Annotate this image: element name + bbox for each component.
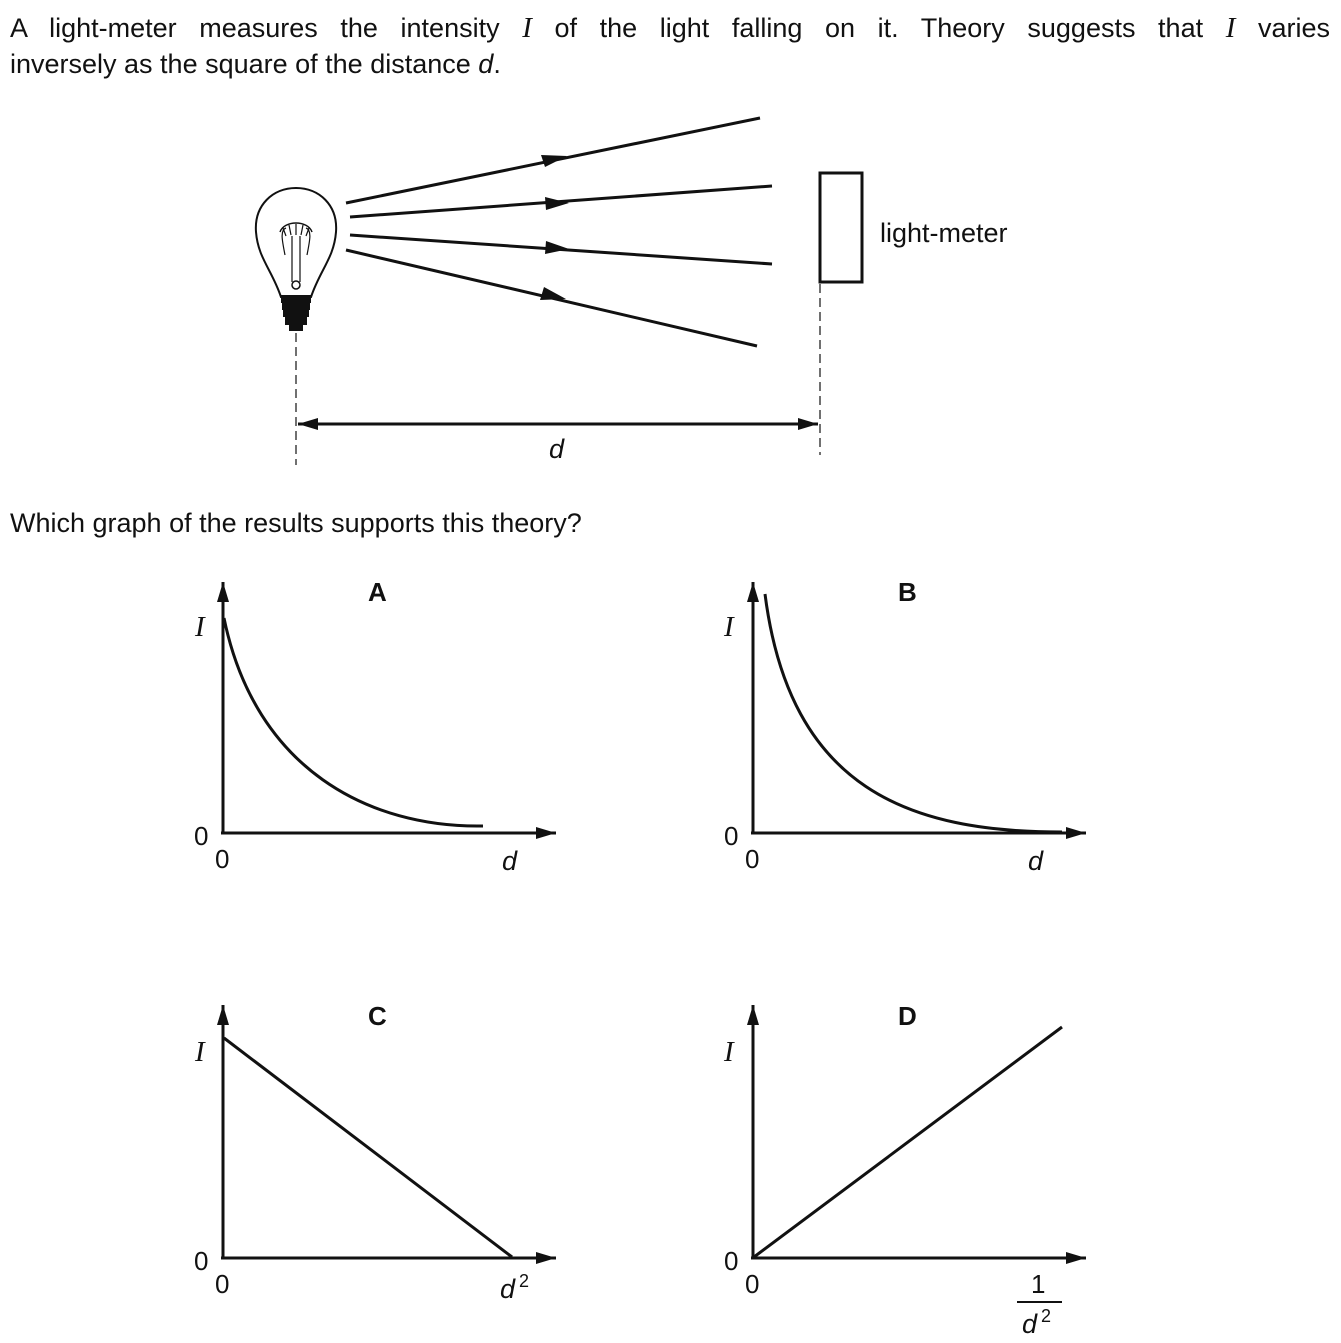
ray-arrow-4 [540, 287, 566, 300]
symbol-intensity: I [1225, 12, 1236, 44]
intro-part-5: . [493, 49, 501, 79]
graph-b-x-label: d [1028, 846, 1044, 876]
graph-b [723, 577, 1086, 876]
graph-d-origin-x: 0 [745, 1269, 760, 1299]
graph-b-curve [765, 594, 1062, 832]
graph-c-x-label [500, 1271, 529, 1304]
intro-part-4: inversely as the square of the distance [10, 49, 479, 79]
intro-part-3: varies [1235, 13, 1330, 43]
graph-d-x-label-numerator: 1 [1031, 1269, 1046, 1299]
symbol-intensity: I [522, 12, 532, 44]
ray-arrow-3 [545, 241, 569, 254]
intro-part-2: of the light falling on it. Theory suggests that [531, 13, 1226, 43]
graph-c-origin-x: 0 [215, 1269, 230, 1299]
graph-c [194, 1001, 556, 1304]
graph-a-y-label: I [195, 611, 205, 643]
graph-a-origin-x: 0 [215, 844, 230, 874]
graph-d-y-label: I [724, 1036, 734, 1068]
intro-part-1: A light-meter measures the intensity [10, 13, 523, 43]
light-bulb-icon [256, 188, 336, 330]
graph-c-origin-y: 0 [194, 1246, 209, 1276]
ray-direction-arrows [540, 155, 569, 300]
light-meter-label: light-meter [880, 218, 1008, 248]
graph-d-origin-y: 0 [724, 1246, 739, 1276]
question-text: Which graph of the results supports this theory? [10, 508, 582, 538]
graph-c-y-label: I [195, 1036, 205, 1068]
graph-a [194, 577, 556, 876]
light-rays [346, 118, 772, 346]
graph-c-letter: C [368, 1001, 387, 1031]
graph-b-origin-y: 0 [724, 821, 739, 851]
ray-arrow-2 [545, 197, 569, 210]
graph-d-x-label-den-base: d [1022, 1309, 1038, 1339]
graph-c-x-label-base: d [500, 1274, 516, 1304]
ray-arrow-1 [541, 155, 567, 167]
graph-a-x-label: d [502, 846, 518, 876]
graph-d-letter: D [898, 1001, 917, 1031]
graph-b-origin-x: 0 [745, 844, 760, 874]
graph-b-letter: B [898, 577, 917, 607]
graph-c-line [224, 1038, 512, 1257]
symbol-distance: d [478, 49, 494, 79]
graph-b-y-label: I [724, 611, 734, 643]
graph-d-line [754, 1027, 1062, 1257]
graph-a-letter: A [368, 577, 387, 607]
graph-d-x-label-denominator [1022, 1306, 1051, 1339]
graph-d-x-label-den-sup: 2 [1041, 1306, 1052, 1326]
graph-c-x-label-sup: 2 [519, 1271, 530, 1291]
graph-a-origin-y: 0 [194, 821, 209, 851]
graph-a-curve [224, 618, 483, 826]
distance-label: d [549, 434, 565, 464]
graph-d [723, 1001, 1086, 1339]
light-meter-box [820, 173, 862, 282]
